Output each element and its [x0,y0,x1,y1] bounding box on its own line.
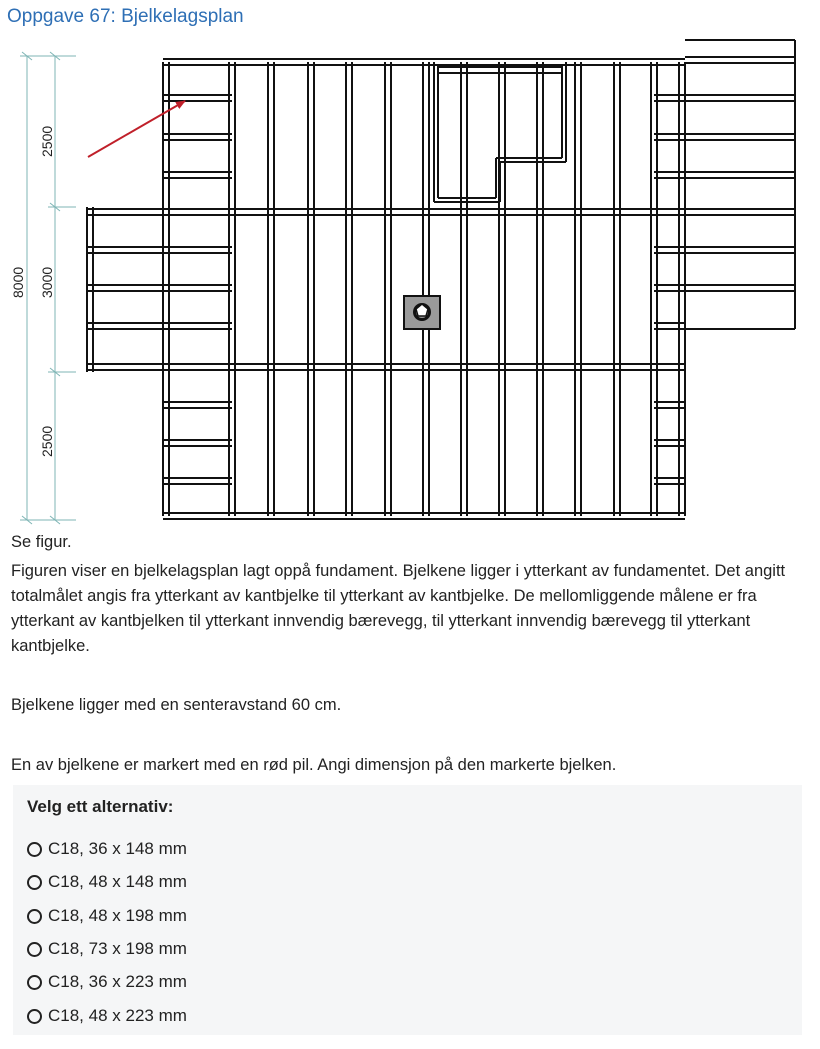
red-arrow [88,101,185,157]
radio-button[interactable] [27,1009,42,1024]
answer-heading: Velg ett alternativ: [27,797,174,816]
answer-option[interactable] [27,837,187,861]
option-label: C18, 48 x 223 mm [48,1006,187,1025]
option-label: C18, 73 x 198 mm [48,939,187,958]
option-label: C18, 36 x 148 mm [48,839,187,858]
radio-button[interactable] [27,875,42,890]
figure-reference: Se figur. [11,533,72,551]
description-paragraph: Figuren viser en bjelkelagsplan lagt oppå fundament. Bjelkene ligger i ytterkant av fundamentet. Det angitt totalmålet angis fra ytterkant av kantbjelke til ytterkant av kantbjelke. De mellomliggende målene er fra ytterkant av kantbjelken til ytterkant innvendig bærevegg, til ytterkant innvendig bærevegg til ytterkant kantbjelke. [11,562,786,655]
answer-option[interactable] [27,970,187,994]
dim-top-2500: 2500 [39,125,55,157]
option-label: C18, 48 x 148 mm [48,872,187,891]
radio-button[interactable] [27,842,42,857]
answer-option[interactable] [27,904,187,928]
dim-total-8000: 8000 [10,266,26,298]
answer-panel [13,785,802,1035]
spacing-paragraph: Bjelkene ligger med en senteravstand 60 cm. [11,696,342,714]
dim-middle-3000: 3000 [39,266,55,298]
dimension-labels [10,126,55,457]
option-label: C18, 36 x 223 mm [48,972,187,991]
option-label: C18, 48 x 198 mm [48,906,187,925]
question-paragraph: En av bjelkene er markert med en rød pil. Angi dimensjon på den markerte bjelken. [11,756,617,774]
radio-button[interactable] [27,975,42,990]
answer-option[interactable] [27,937,187,961]
radio-button[interactable] [27,942,42,957]
dim-bottom-2500: 2500 [39,425,55,457]
answer-option[interactable] [27,870,187,894]
chimney-icon [404,296,440,329]
radio-button[interactable] [27,909,42,924]
page-title: Oppgave 67: Bjelkelagsplan [7,6,244,27]
beam-layer [87,40,795,519]
answer-option[interactable] [27,1004,187,1028]
